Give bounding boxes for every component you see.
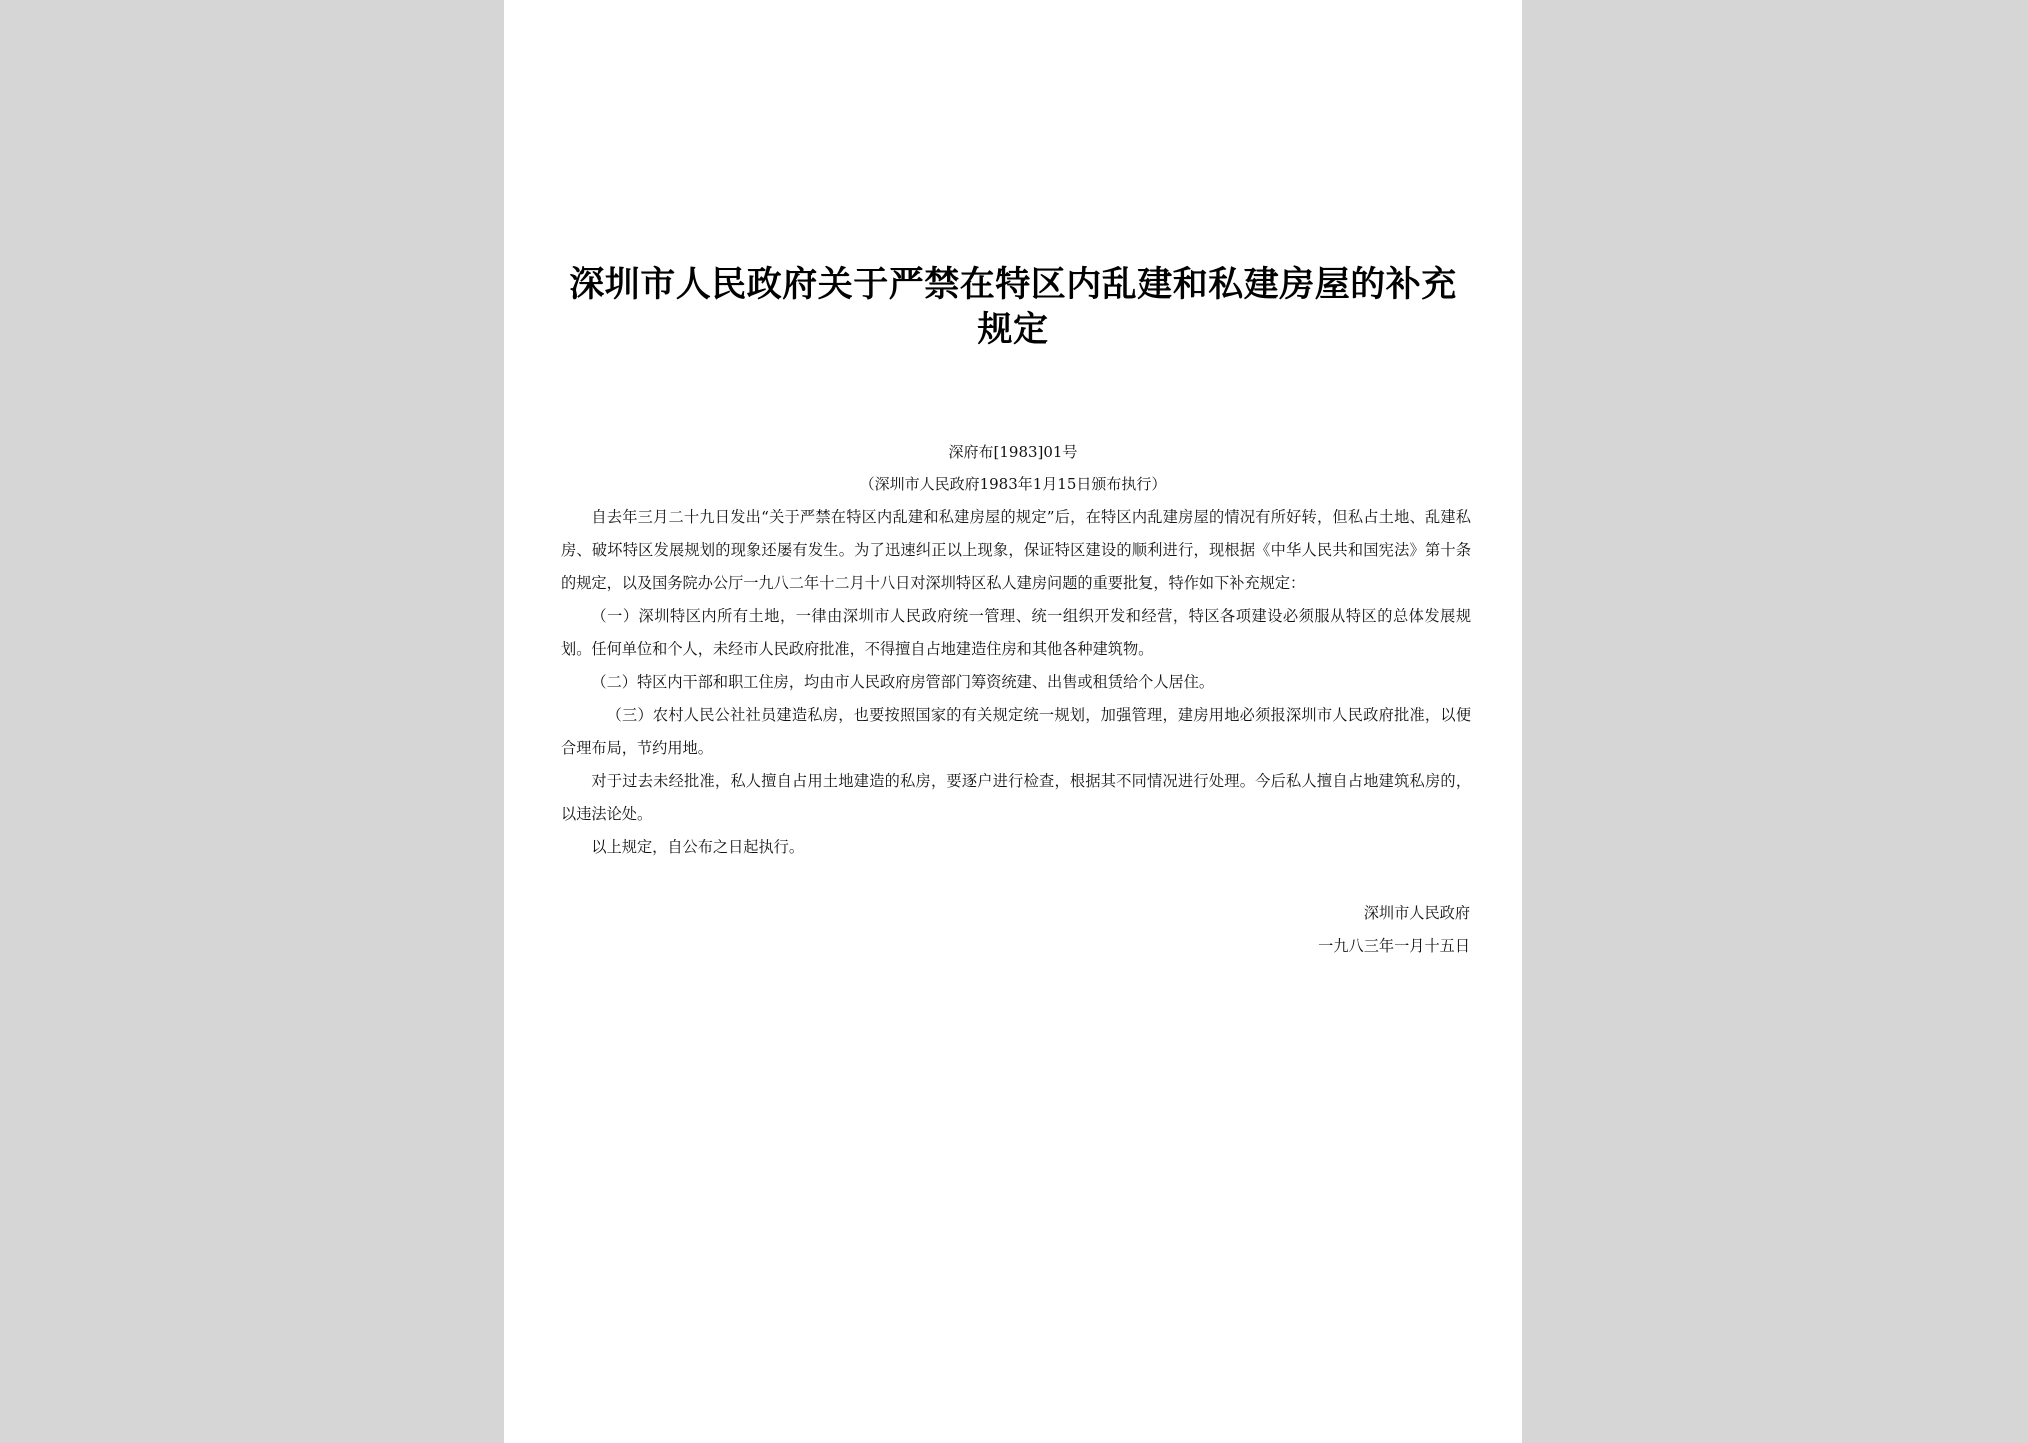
document-number: 深府布[1983]01号 [948, 443, 1078, 461]
document-body [561, 501, 1471, 864]
paragraph-item-3: （三）农村人民公社社员建造私房，也要按照国家的有关规定统一规划，加强管理，建房用地必须报深圳市人民政府批准，以便合理布局，节约用地。 [561, 706, 1471, 757]
signature-block [1318, 897, 1470, 963]
document-page [504, 0, 1522, 1443]
promulgation-note: （深圳市人民政府1983年1月15日颁布执行） [859, 475, 1167, 493]
signature-date: 一九八三年一月十五日 [1318, 937, 1470, 955]
paragraph-effective: 以上规定，自公布之日起执行。 [591, 838, 805, 856]
paragraph-enforcement: 对于过去未经批准，私人擅自占用土地建造的私房，要逐户进行检查，根据其不同情况进行处理。今后私人擅自占地建筑私房的，以违法论处。 [561, 772, 1471, 823]
signature-issuer: 深圳市人民政府 [1363, 904, 1470, 922]
document-title: 深圳市人民政府关于严禁在特区内乱建和私建房屋的补充规定 [569, 264, 1457, 350]
paragraph-item-2: （二）特区内干部和职工住房，均由市人民政府房管部门筹资统建、出售或租赁给个人居住。 [591, 673, 1215, 691]
paragraph-preamble: 自去年三月二十九日发出“关于严禁在特区内乱建和私建房屋的规定”后，在特区内乱建房屋的情况有所好转，但私占土地、乱建私房、破坏特区发展规划的现象还屡有发生。为了迅速纠正以上现象，保证特区建设的顺利进行，现根据《中华人民共和国宪法》第十条的规定，以及国务院办公厅一九八二年十二月十八日对深圳特区私人建房问题的重要批复，特作如下补充规定： [561, 508, 1471, 592]
paragraph-item-1: （一）深圳特区内所有土地，一律由深圳市人民政府统一管理、统一组织开发和经营，特区各项建设必须服从特区的总体发展规划。任何单位和个人，未经市人民政府批准，不得擅自占地建造住房和其他各种建筑物。 [561, 607, 1471, 658]
